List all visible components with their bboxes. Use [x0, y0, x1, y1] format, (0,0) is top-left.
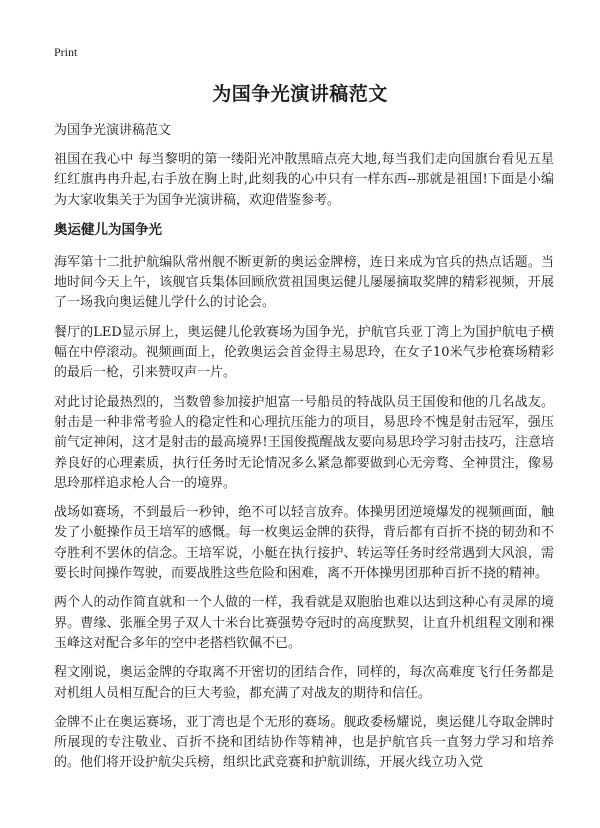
print-link[interactable]: Print [54, 45, 78, 59]
intro-paragraph: 祖国在我心中 每当黎明的第一缕阳光冲散黑暗点亮大地,每当我们走向国旗台看见五星红红旗冉冉升起,右手放在胸上时,此刻我的心中只有一样东西--那就是祖国!下面是小编为大家收集关于为国争光演讲稿，欢迎借鉴参考。 [54, 152, 554, 208]
body-paragraph: 海军第十二批护航编队常州舰不断更新的奥运金牌榜，连日来成为官兵的热点话题。当地时间今天上午，该舰官兵集体回顾欣赏祖国奥运健儿屡屡摘取奖牌的精彩视频，开展了一场我向奥运健儿学什么的讨论会。 [54, 254, 554, 311]
document-subtitle: 为国争光演讲稿范文 [54, 123, 172, 138]
section-heading: 奥运健儿为国争光 [54, 221, 162, 238]
body-paragraph: 餐厅的LED显示屏上，奥运健儿伦敦赛场为国争光，护航官兵亚丁湾上为国护航电子横幅在中停滚动。视频画面上，伦敦奥运会首金得主易思玲，在女子10米气步枪赛场精彩的最后一枪，引来赞叹声一片。 [54, 324, 554, 381]
body-paragraph: 程文刚说，奥运金牌的夺取离不开密切的团结合作，同样的，每次高难度飞行任务都是对机组人员相互配合的巨大考验，都充满了对战友的期待和信任。 [54, 665, 554, 701]
body-paragraph: 两个人的动作简直就和一个人做的一样，我看就是双胞胎也难以达到这种心有灵犀的境界。曹缘、张雁全男子双人十米台比赛强势夺冠时的高度默契，让直升机组程文刚和裸玉峰这对配合多年的空中老搭档钦佩不已。 [54, 595, 554, 651]
body-paragraph: 对此讨论最热烈的，当数曾参加接护旭富一号船员的特战队员王国俊和他的几名战友。射击是一种非常考验人的稳定性和心理抗压能力的项目，易思玲不愧是射击冠军，强压前气定神闲，这才是射击的最高境界!王国俊揽醒战友要向易思玲学习射击技巧，注意培养良好的心理素质，执行任务时无论情况多么紧急都要做到心无旁骛、全神贯注，像易思玲那样追求枪人合一的境界。 [54, 394, 554, 491]
body-paragraph: 战场如赛场，不到最后一秒钟，绝不可以轻言放弃。体操男团逆境爆发的视频画面，触发了小艇操作员王培军的感慨。每一枚奥运金牌的获得，背后都有百折不挠的韧劲和不夺胜利不罢休的信念。王培军说，小艇在执行接护、转运等任务时经常遇到大风浪，需要长时间操作驾驶，而要战胜这些危险和困难，离不开体操男团那种百折不挠的精神。 [54, 505, 554, 582]
document-title: 为国争光演讲稿范文 [212, 83, 388, 105]
document-body [54, 121, 554, 783]
body-paragraph: 金牌不止在奥运赛场，亚丁湾也是个无形的赛场。舰政委杨耀说，奥运健儿夺取金牌时所展现的专注敬业、百折不挠和团结协作等精神，也是护航官兵一直努力学习和培养的。他们将开设护航尖兵榜，组织比武竞赛和护航训练，开展火线立功入党 [54, 714, 554, 771]
